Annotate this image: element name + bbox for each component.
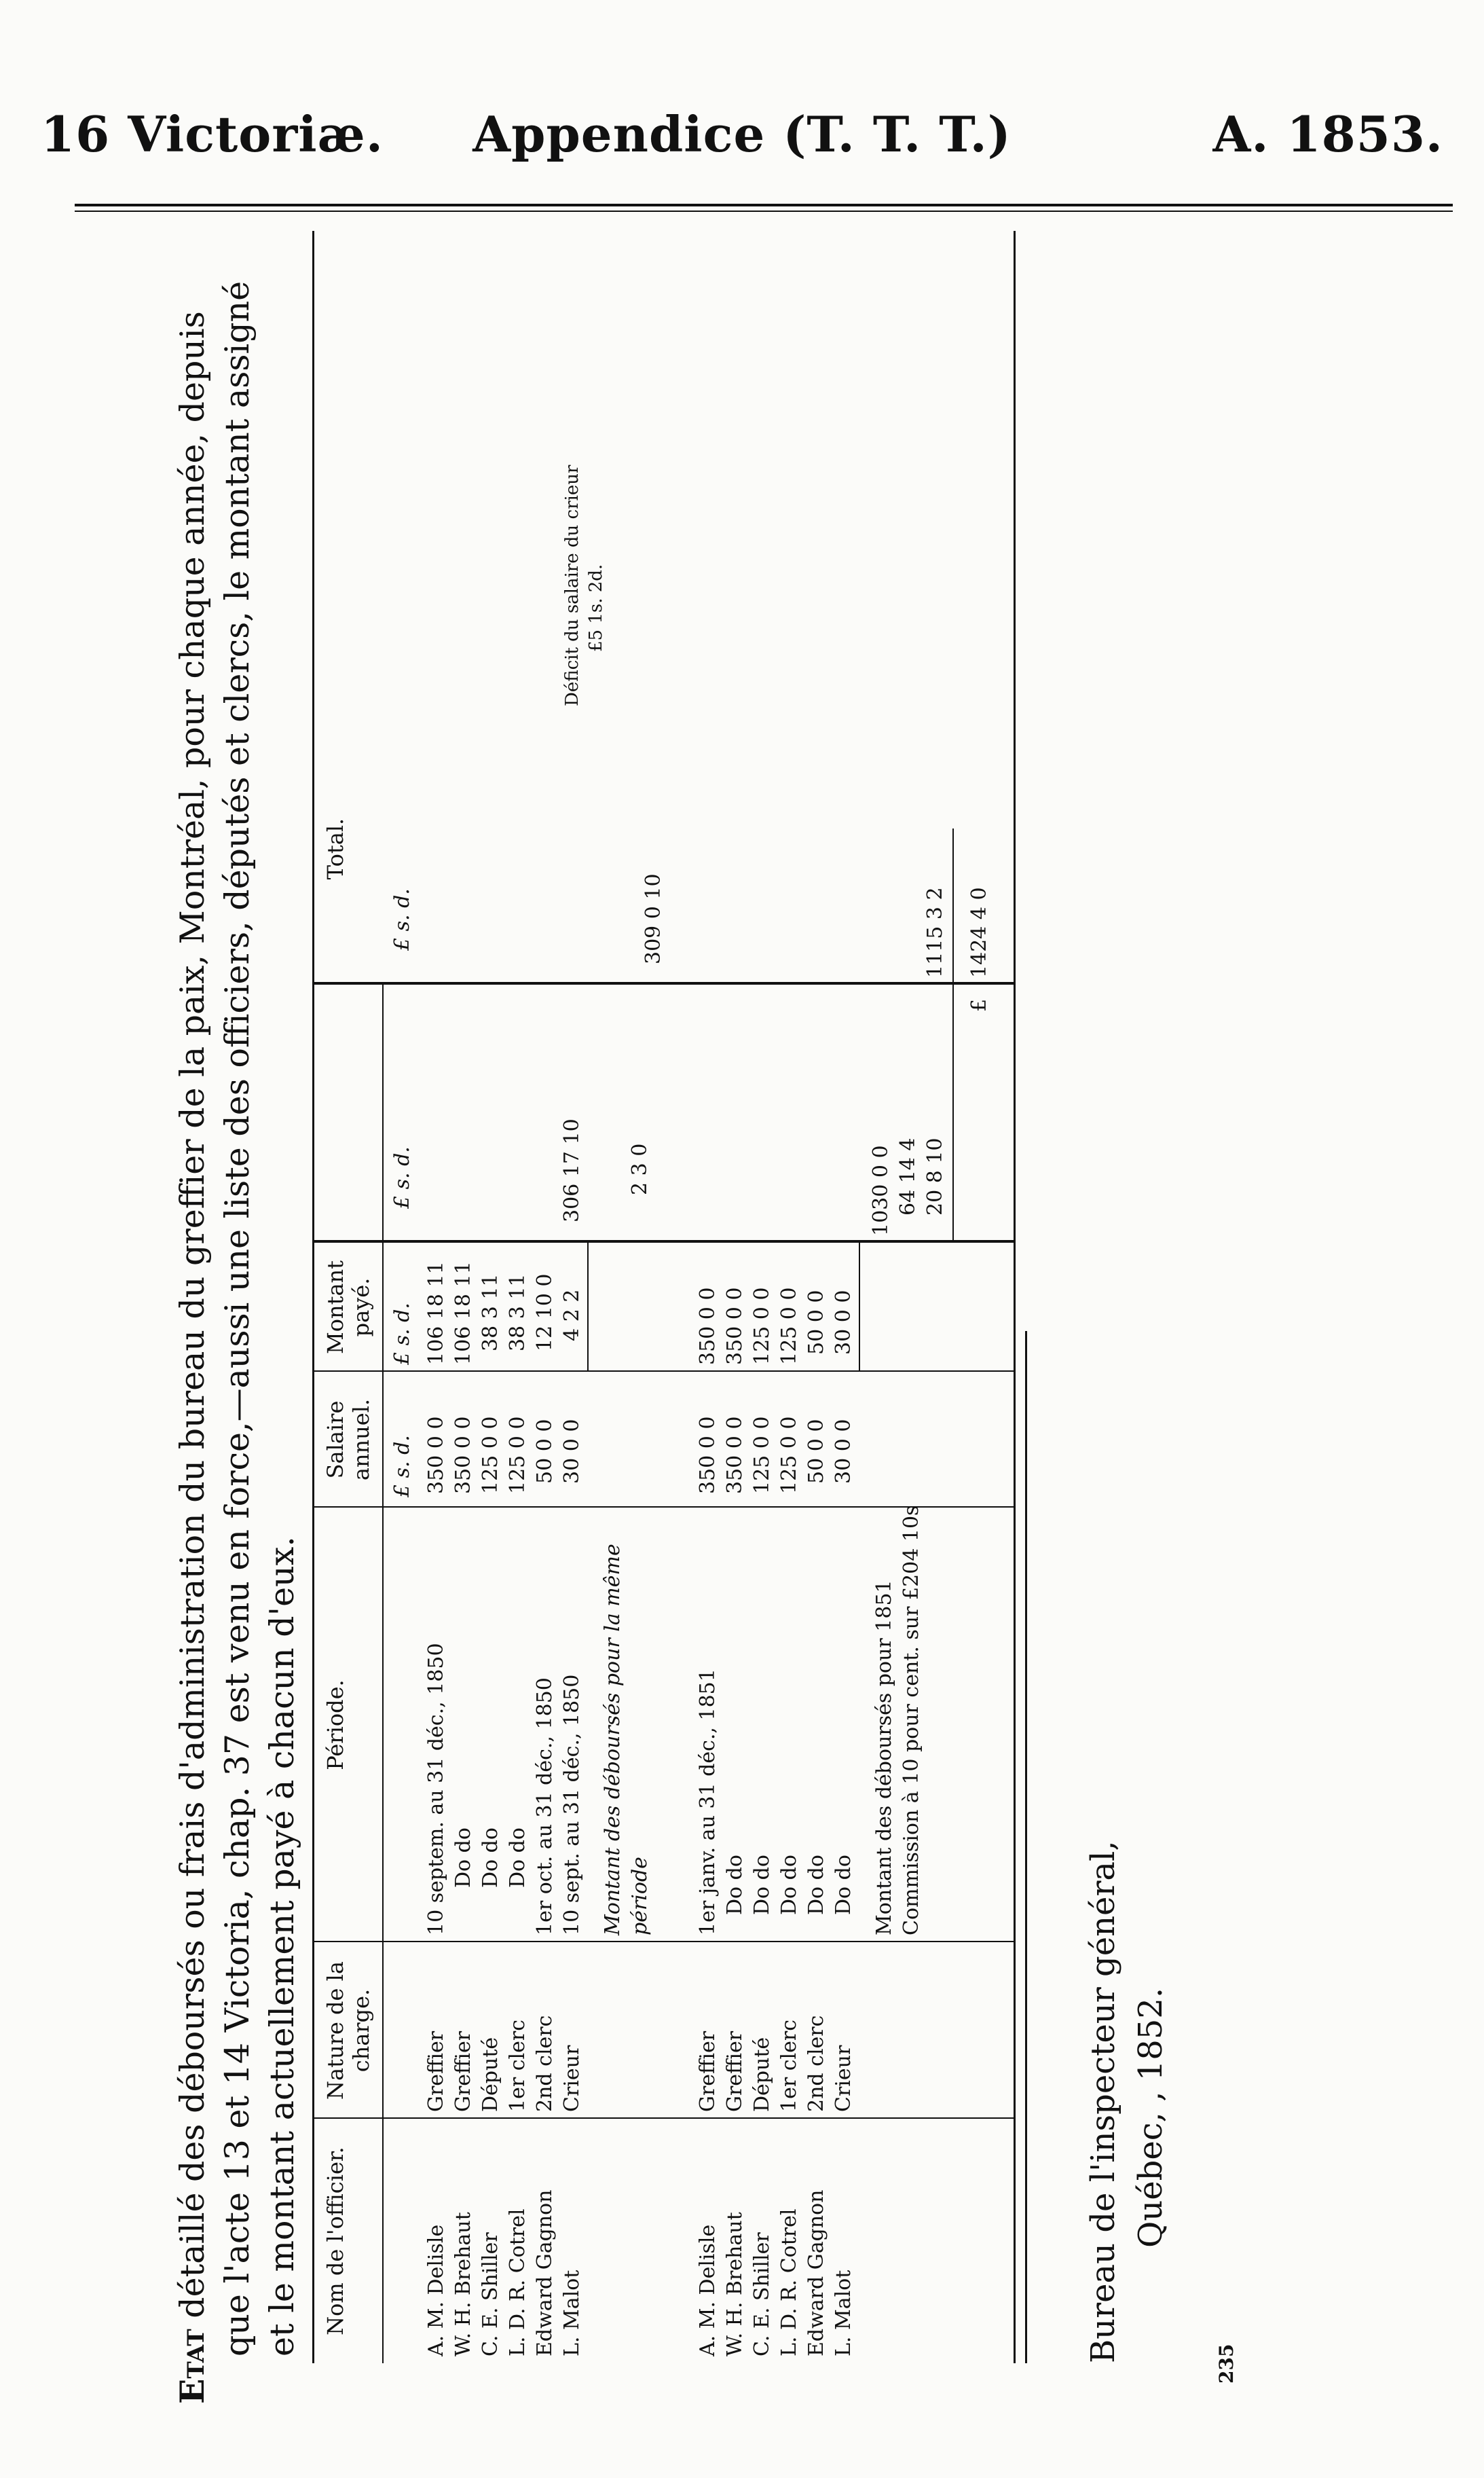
group-1950-total: 309 0 10 xyxy=(642,873,665,964)
table-row-paid: 12 10 0 xyxy=(533,1273,557,1351)
table-row-officer: A. M. Delisle xyxy=(696,2224,720,2356)
table-row-period: 1er oct. au 31 déc., 1850 xyxy=(533,1677,557,1935)
header-year: A. 1853. xyxy=(1212,105,1443,163)
table-row-officer: Edward Gagnon xyxy=(533,2189,557,2356)
table-row-paid: 350 0 0 xyxy=(723,1287,747,1365)
group-1950-disbursement-amount: 2 3 0 xyxy=(628,1143,652,1195)
title-lead: Etat xyxy=(172,2329,212,2404)
crier-deficit-label: Déficit du salaire du crieur xyxy=(562,464,582,706)
column-divider xyxy=(314,982,1014,985)
table-row-paid: 106 18 11 xyxy=(424,1261,448,1365)
salary-currency-header: £ s. d. xyxy=(390,1435,414,1497)
table-row-paid: 38 3 11 xyxy=(479,1273,502,1351)
table-row-period: 1er janv. au 31 déc., 1851 xyxy=(696,1669,720,1935)
table-row-salary: 350 0 0 xyxy=(424,1416,448,1494)
col-charge-header: Nature de la charge. xyxy=(322,1961,374,2100)
table-row-salary: 125 0 0 xyxy=(479,1416,502,1494)
table-row-period: Do do xyxy=(451,1827,475,1888)
group-1950-disbursement-note: Montant des déboursés pour la même période xyxy=(601,1544,652,1935)
table-row-charge: Crieur xyxy=(560,2045,584,2112)
column-divider xyxy=(314,1941,1014,1942)
table-row-period: Do do xyxy=(506,1827,530,1888)
table-row-salary: 350 0 0 xyxy=(451,1416,475,1494)
table-row-period: Do do xyxy=(479,1827,502,1888)
table-row-officer: L. Malot xyxy=(832,2270,855,2356)
column-divider xyxy=(314,2117,1014,2119)
signature-rule xyxy=(1025,1331,1027,2363)
issuing-office xyxy=(1079,1840,1174,2363)
table-row-charge: 1er clerc xyxy=(777,2019,801,2112)
table-row-officer: L. D. R. Cotrel xyxy=(777,2208,801,2356)
table-row-officer: Edward Gagnon xyxy=(804,2189,828,2356)
table-row-charge: Greffier xyxy=(723,2030,747,2112)
subtotal-currency-header: £ s. d. xyxy=(390,1146,414,1209)
table-row-period: 10 sept. au 31 déc., 1850 xyxy=(560,1674,584,1935)
table-row-charge: Greffier xyxy=(424,2030,448,2112)
rotated-page-body xyxy=(170,204,1283,2404)
group-1951-commission-label: Commission à 10 pour cent. sur £204 10s xyxy=(899,1505,923,1935)
group-1951-disbursement-amount: 64 14 4 xyxy=(896,1137,920,1216)
table-row-charge: 1er clerc xyxy=(506,2019,530,2112)
table-row-charge: 2nd clerc xyxy=(804,2015,828,2112)
statement-title xyxy=(170,238,305,2404)
group-1951-total: 1115 3 2 xyxy=(923,887,947,978)
table-row-officer: W. H. Brehaut xyxy=(723,2212,747,2356)
office-name: Bureau de l'inspecteur général, xyxy=(1084,1840,1122,2363)
title-line-2: que l'acte 13 et 14 Victoria, chap. 37 est venu en force,—aussi une liste des officiers, députés et clercs, le montant assigné xyxy=(218,280,257,2356)
table-row-paid: 38 3 11 xyxy=(506,1273,530,1351)
table-row-paid: 4 2 2 xyxy=(560,1289,584,1341)
paid-currency-header: £ s. d. xyxy=(390,1302,414,1365)
subtotal-rule xyxy=(859,1243,860,1372)
table-row-salary: 125 0 0 xyxy=(777,1416,801,1494)
group-1951-subtotal: 1030 0 0 xyxy=(869,1145,893,1236)
table-row-salary: 30 0 0 xyxy=(832,1419,855,1484)
table-row-salary: 125 0 0 xyxy=(506,1416,530,1494)
table-row-charge: Greffier xyxy=(696,2030,720,2112)
table-row-salary: 350 0 0 xyxy=(696,1416,720,1494)
table-row-paid: 106 18 11 xyxy=(451,1261,475,1365)
group-1951-disbursement-label: Montant des déboursés pour 1851 xyxy=(872,1580,896,1935)
title-line-1: détaillé des déboursés ou frais d'administration du bureau du greffier de la paix, Montréal, pour chaque année, depuis xyxy=(173,311,212,2318)
col-paid-header: Montant payé. xyxy=(322,1260,374,1355)
table-row-period: 10 septem. au 31 déc., 1850 xyxy=(424,1643,448,1935)
group-1951-total-rule xyxy=(952,985,954,1243)
table-row-charge: Député xyxy=(750,2037,774,2112)
table-row-period: Do do xyxy=(777,1855,801,1915)
table-row-charge: 2nd clerc xyxy=(533,2015,557,2112)
table-row-salary: 125 0 0 xyxy=(750,1416,774,1494)
table-row-charge: Greffier xyxy=(451,2030,475,2112)
table-row-paid: 30 0 0 xyxy=(832,1290,855,1355)
table-row-salary: 50 0 0 xyxy=(804,1419,828,1484)
table-row-officer: L. Malot xyxy=(560,2270,584,2356)
table-row-charge: Crieur xyxy=(832,2045,855,2112)
table-row-paid: 50 0 0 xyxy=(804,1290,828,1355)
office-place-date: Québec, , 1852. xyxy=(1132,1987,1170,2248)
header-underline xyxy=(382,985,384,2363)
group-1951-commission-amount: 20 8 10 xyxy=(923,1137,947,1216)
title-line-3: et le montant actuellement payé à chacun d'eux. xyxy=(263,1536,301,2356)
grand-total-currency: £ xyxy=(967,998,991,1012)
table-row-paid: 125 0 0 xyxy=(777,1287,801,1365)
table-row-salary: 350 0 0 xyxy=(723,1416,747,1494)
table-row-officer: C. E. Shiller xyxy=(750,2232,774,2356)
grand-total-rule xyxy=(952,828,954,985)
total-currency-header: £ s. d. xyxy=(390,888,414,951)
table-row-salary: 50 0 0 xyxy=(533,1419,557,1484)
table-row-period: Do do xyxy=(832,1855,855,1915)
header-title: Appendice (T. T. T.) xyxy=(472,105,1012,163)
table-row-officer: C. E. Shiller xyxy=(479,2232,502,2356)
crier-deficit-amount: £5 1s. 2d. xyxy=(586,564,606,652)
col-total-header: Total. xyxy=(322,818,348,880)
col-salary-header: Salaire annuel. xyxy=(322,1398,374,1481)
col-officer-header: Nom de l'officier. xyxy=(322,2147,348,2335)
table-row-officer: L. D. R. Cotrel xyxy=(506,2208,530,2356)
disbursement-table xyxy=(312,231,1016,2363)
table-row-officer: W. H. Brehaut xyxy=(451,2212,475,2356)
table-row-officer: A. M. Delisle xyxy=(424,2224,448,2356)
col-period-header: Période. xyxy=(322,1679,348,1770)
group-1950-subtotal: 306 17 10 xyxy=(560,1118,584,1222)
table-row-period: Do do xyxy=(804,1855,828,1915)
column-divider xyxy=(314,1370,1014,1372)
subtotal-rule xyxy=(587,1243,589,1372)
table-row-period: Do do xyxy=(750,1855,774,1915)
table-row-period: Do do xyxy=(723,1855,747,1915)
table-row-salary: 30 0 0 xyxy=(560,1419,584,1484)
table-row-charge: Député xyxy=(479,2037,502,2112)
grand-total: 1424 4 0 xyxy=(967,887,991,978)
table-row-paid: 350 0 0 xyxy=(696,1287,720,1365)
header-left: 16 Victoriæ. xyxy=(41,105,384,163)
column-divider xyxy=(314,1240,1014,1243)
page-number: 235 xyxy=(1215,2344,1238,2384)
table-row-paid: 125 0 0 xyxy=(750,1287,774,1365)
